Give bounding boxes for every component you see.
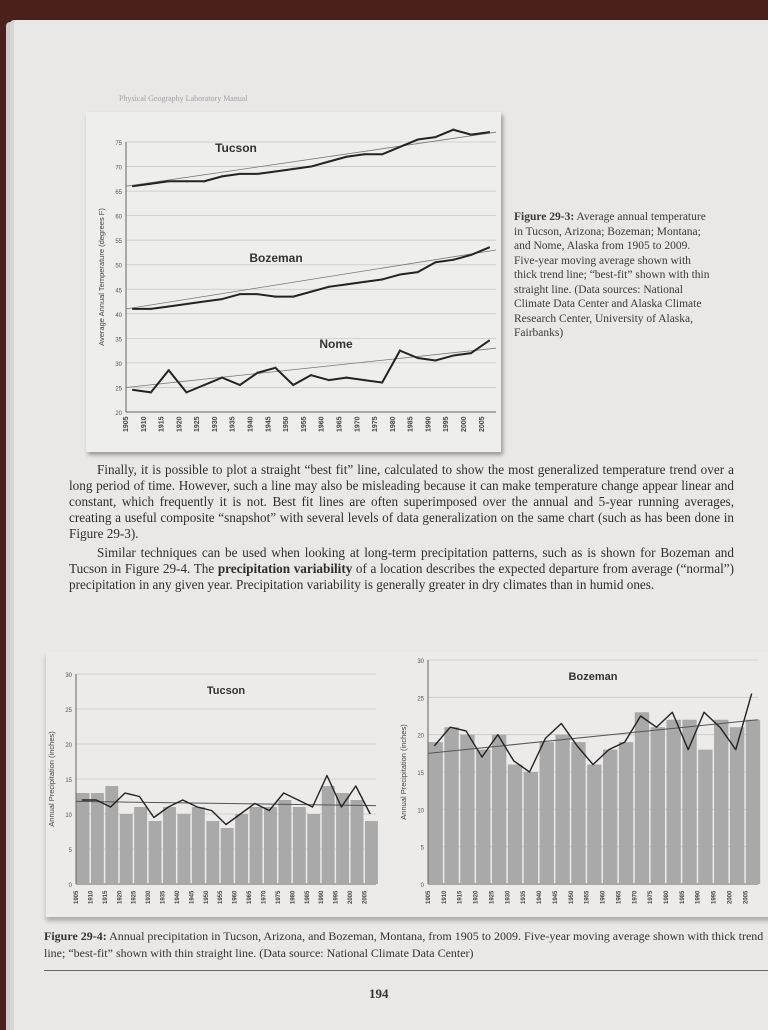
x-tick-label: 1945 <box>265 416 273 432</box>
y-tick-label: 75 <box>115 141 122 147</box>
precipitation-bar <box>336 793 349 884</box>
data-point <box>256 372 258 374</box>
best-fit-line-nome <box>126 348 496 387</box>
precipitation-bar <box>177 814 190 884</box>
precipitation-bar <box>365 821 378 884</box>
data-point <box>381 381 383 383</box>
x-tick-label: 1925 <box>194 416 202 432</box>
data-point <box>203 300 205 302</box>
data-point <box>381 278 383 280</box>
data-point <box>434 136 436 138</box>
page-number: 194 <box>369 986 389 1001</box>
data-point <box>292 384 294 386</box>
data-point <box>452 354 454 356</box>
x-tick-label: 1905 <box>426 890 432 904</box>
y-tick-label: 45 <box>115 288 122 295</box>
best-fit-line-bozeman <box>126 250 496 309</box>
precipitation-bar <box>508 765 522 884</box>
x-tick-label: 1970 <box>261 890 268 904</box>
data-point <box>239 173 241 175</box>
data-point <box>256 293 258 295</box>
precipitation-bar <box>221 828 234 884</box>
x-tick-label: 1920 <box>117 890 124 904</box>
x-tick-label: 1995 <box>443 416 451 432</box>
precipitation-bar <box>250 807 263 884</box>
x-tick-label: 1970 <box>354 416 362 432</box>
y-tick-label: 10 <box>417 808 424 815</box>
caption-label: Figure 29-3: <box>514 211 575 223</box>
data-point <box>185 303 187 305</box>
x-tick-label: 1985 <box>304 890 311 904</box>
precipitation-bar <box>587 765 601 884</box>
precipitation-bar <box>235 814 248 884</box>
data-point <box>328 160 330 162</box>
y-tick-label: 0 <box>68 883 72 889</box>
best-fit-line-tucson <box>126 132 496 186</box>
data-point <box>452 259 454 261</box>
best-fit-line <box>428 720 758 754</box>
x-tick-label: 1980 <box>290 890 297 904</box>
x-tick-label: 2005 <box>743 890 750 904</box>
y-tick-label: 70 <box>115 165 122 172</box>
paragraph-text: Similar techniques can be used when looking at long-term precipitation patterns, such as is shown for Bozeman and Tucson in Figure 29-4. The <box>69 545 734 576</box>
data-point <box>345 376 347 378</box>
x-tick-label: 2000 <box>727 890 734 904</box>
precipitation-bar <box>460 735 474 884</box>
data-point <box>185 391 187 393</box>
x-tick-label: 1975 <box>275 890 282 904</box>
precipitation-bar <box>746 720 760 884</box>
data-point <box>221 298 223 300</box>
data-point <box>132 389 134 391</box>
data-point <box>417 357 419 359</box>
x-tick-label: 2000 <box>460 416 468 432</box>
y-tick-label: 55 <box>115 239 122 246</box>
x-tick-label: 1915 <box>158 416 166 432</box>
data-point <box>399 273 401 275</box>
y-tick-label: 30 <box>417 659 424 665</box>
figure-29-4-precipitation-charts <box>46 652 768 917</box>
x-tick-label: 1930 <box>146 890 153 904</box>
x-tick-label: 1925 <box>131 890 138 904</box>
y-tick-label: 25 <box>417 696 424 703</box>
x-tick-label: 1950 <box>568 890 575 904</box>
precipitation-bar <box>651 727 665 884</box>
x-tick-label: 1910 <box>88 890 95 904</box>
precipitation-bar <box>278 800 291 884</box>
precipitation-bar <box>666 720 680 884</box>
data-point <box>132 185 134 187</box>
x-tick-label: 1960 <box>600 890 607 904</box>
x-tick-label: 1950 <box>203 890 210 904</box>
y-tick-label: 65 <box>115 190 122 197</box>
data-point <box>470 352 472 354</box>
precipitation-bar <box>714 720 728 884</box>
x-tick-label: 1935 <box>160 890 167 904</box>
data-point <box>221 376 223 378</box>
y-tick-label: 30 <box>115 361 122 368</box>
x-tick-label: 1940 <box>174 890 181 904</box>
x-tick-label: 1955 <box>300 416 308 432</box>
data-point <box>399 146 401 148</box>
x-tick-label: 1965 <box>336 416 344 432</box>
x-tick-label: 1905 <box>74 890 80 904</box>
data-point <box>221 175 223 177</box>
paragraph-text: of a location describes the expected departure from average (“normal”) precipitation in any given year. Precipitation variability is generally greater in dry climates than in humid ones. <box>69 561 734 592</box>
data-point <box>310 291 312 293</box>
chart-title-tucson: Tucson <box>206 685 246 697</box>
y-tick-label: 5 <box>420 845 424 852</box>
precipitation-bar <box>120 814 133 884</box>
x-tick-label: 1960 <box>318 416 326 432</box>
y-tick-label: 5 <box>68 848 72 854</box>
x-tick-label: 1970 <box>632 890 639 904</box>
data-point <box>363 379 365 381</box>
x-tick-label: 1985 <box>679 890 686 904</box>
x-tick-label: 1990 <box>425 416 433 432</box>
data-point <box>488 246 490 248</box>
data-point <box>132 308 134 310</box>
x-tick-label: 1910 <box>140 416 148 432</box>
moving-average-line-nome <box>133 341 489 393</box>
data-point <box>363 281 365 283</box>
temperature-chart-svg <box>86 112 501 452</box>
x-tick-label: 1905 <box>123 416 130 432</box>
x-tick-label: 1975 <box>648 890 655 904</box>
precipitation-bar <box>635 712 649 884</box>
x-tick-label: 1930 <box>211 416 219 432</box>
data-point <box>488 340 490 342</box>
data-point <box>239 293 241 295</box>
y-tick-label: 20 <box>115 411 122 417</box>
precipitation-bar <box>293 807 306 884</box>
y-tick-label: 60 <box>115 214 122 221</box>
x-tick-label: 1930 <box>505 890 512 904</box>
data-point <box>470 254 472 256</box>
data-point <box>185 180 187 182</box>
divider <box>44 970 768 971</box>
data-point <box>203 384 205 386</box>
x-tick-label: 2005 <box>478 416 486 432</box>
paragraph-precipitation <box>69 545 734 593</box>
y-tick-label: 15 <box>417 771 424 777</box>
x-tick-label: 1920 <box>176 416 184 432</box>
chart-title-bozeman: Bozeman <box>568 671 618 683</box>
precipitation-bar <box>619 742 633 884</box>
data-point <box>167 180 169 182</box>
y-axis-label: Annual Precipitation (inches) <box>47 731 56 827</box>
data-point <box>434 359 436 361</box>
x-tick-label: 1990 <box>319 890 326 904</box>
y-tick-label: 20 <box>65 743 72 749</box>
precipitation-bar <box>555 735 569 884</box>
data-point <box>256 173 258 175</box>
precipitation-bar <box>163 807 176 884</box>
data-point <box>274 367 276 369</box>
y-tick-label: 15 <box>65 778 72 784</box>
data-point <box>417 138 419 140</box>
y-tick-label: 30 <box>65 673 72 679</box>
series-label-bozeman: Bozeman <box>249 251 303 265</box>
data-point <box>363 153 365 155</box>
x-tick-label: 1955 <box>218 890 225 904</box>
x-tick-label: 1985 <box>407 416 415 432</box>
y-tick-label: 20 <box>417 733 424 740</box>
textbook-page <box>14 20 768 1030</box>
x-tick-label: 1935 <box>229 416 237 432</box>
x-tick-label: 1915 <box>457 890 464 904</box>
data-point <box>150 391 152 393</box>
data-point <box>310 374 312 376</box>
x-tick-label: 1990 <box>695 890 702 904</box>
precipitation-bar <box>192 807 205 884</box>
x-tick-label: 1950 <box>283 416 291 432</box>
x-tick-label: 1955 <box>584 890 591 904</box>
precipitation-bar <box>524 772 538 884</box>
data-point <box>274 170 276 172</box>
x-tick-label: 1960 <box>232 890 239 904</box>
precipitation-bar <box>77 793 90 884</box>
y-axis-label: Average Annual Temperature (degrees F) <box>97 208 106 346</box>
data-point <box>470 133 472 135</box>
precipitation-bar <box>91 793 104 884</box>
caption-label: Figure 29-4: <box>44 929 107 943</box>
series-label-tucson: Tucson <box>215 141 257 155</box>
data-point <box>417 271 419 273</box>
x-tick-label: 1980 <box>389 416 397 432</box>
x-tick-label: 1995 <box>711 890 718 904</box>
precipitation-bar <box>206 821 219 884</box>
data-point <box>292 295 294 297</box>
x-tick-label: 1965 <box>247 890 254 904</box>
x-tick-label: 2000 <box>348 890 355 904</box>
precipitation-bar <box>476 750 490 884</box>
x-tick-label: 1995 <box>333 890 340 904</box>
x-tick-label: 1940 <box>537 890 544 904</box>
precipitation-bar <box>603 750 617 884</box>
x-tick-label: 1910 <box>441 890 448 904</box>
x-tick-label: 1935 <box>521 890 528 904</box>
y-axis-label: Annual Precipitation (inches) <box>399 724 408 820</box>
x-tick-label: 1940 <box>247 416 255 432</box>
data-point <box>434 261 436 263</box>
data-point <box>150 183 152 185</box>
data-point <box>399 349 401 351</box>
data-point <box>452 129 454 131</box>
data-point <box>310 165 312 167</box>
x-tick-label: 1965 <box>616 890 623 904</box>
data-point <box>381 153 383 155</box>
moving-average-line-bozeman <box>133 248 489 309</box>
precipitation-bar <box>134 807 147 884</box>
caption-text: Annual precipitation in Tucson, Arizona, and Bozeman, Montana, from 1905 to 2009. Five-year moving average shown with thick trend line; “best-fit” shown with thin straight line. (Data source: National Climate Data Center) <box>44 929 764 960</box>
precipitation-bar <box>698 750 712 884</box>
data-point <box>203 180 205 182</box>
precipitation-bar <box>322 786 335 884</box>
y-tick-label: 25 <box>65 708 72 714</box>
precipitation-bar <box>682 720 696 884</box>
x-tick-label: 1915 <box>102 890 109 904</box>
y-tick-label: 50 <box>115 263 122 270</box>
y-tick-label: 35 <box>115 337 122 344</box>
x-tick-label: 2005 <box>362 890 369 904</box>
y-tick-label: 0 <box>420 883 424 889</box>
precipitation-bar <box>429 742 443 884</box>
x-tick-label: 1920 <box>473 890 480 904</box>
precipitation-bar <box>730 727 744 884</box>
term-precipitation-variability: precipitation variability <box>217 561 353 576</box>
data-point <box>239 384 241 386</box>
data-point <box>328 286 330 288</box>
data-point <box>488 131 490 133</box>
running-head: Physical Geography Laboratory Manual <box>119 94 248 103</box>
data-point <box>292 168 294 170</box>
x-tick-label: 1925 <box>489 890 496 904</box>
precipitation-bar <box>264 807 277 884</box>
data-point <box>345 283 347 285</box>
data-point <box>167 369 169 371</box>
y-tick-label: 40 <box>115 312 122 319</box>
precipitation-bar <box>351 800 364 884</box>
caption-text: Average annual temperature in Tucson, Arizona; Bozeman; Montana; and Nome, Alaska from 1905 to 2009. Five-year moving average shown with thick trend line; “best-fit” shown with thin straight line. (Data sources: National Climate Data Center and Alaska Climate Research Center, University of Alaska, Fairbanks) <box>514 211 710 339</box>
data-point <box>328 379 330 381</box>
data-point <box>150 308 152 310</box>
paragraph-best-fit: Finally, it is possible to plot a straight “best fit” line, calculated to show the most generalized temperature trend over a long period of time. However, such a line may also be misleading because it can make temperature change appear linear and constant, which frequently it is not. Best fit lines are often superimposed over the annual and 5-year running averages, creating a useful composite “snapshot” with several levels of data generalization on the same chart (such as has been done in Figure 29-3). <box>69 462 734 541</box>
x-tick-label: 1975 <box>372 416 380 432</box>
precipitation-bar <box>492 735 506 884</box>
precipitation-bar <box>571 742 585 884</box>
precipitation-bar <box>307 814 320 884</box>
figure-29-3-temperature-chart <box>86 112 501 452</box>
x-tick-label: 1980 <box>663 890 670 904</box>
precipitation-bar <box>149 821 162 884</box>
y-tick-label: 25 <box>115 386 122 393</box>
body-text <box>69 462 734 596</box>
data-point <box>167 305 169 307</box>
precipitation-bar <box>540 742 554 884</box>
x-tick-label: 1945 <box>552 890 559 904</box>
series-label-nome: Nome <box>319 337 353 351</box>
figure-29-4-caption <box>44 928 768 962</box>
precipitation-charts-svg <box>46 652 768 917</box>
x-tick-label: 1945 <box>189 890 196 904</box>
y-tick-label: 10 <box>65 813 72 819</box>
figure-29-3-caption <box>514 210 714 341</box>
data-point <box>274 295 276 297</box>
data-point <box>345 156 347 158</box>
